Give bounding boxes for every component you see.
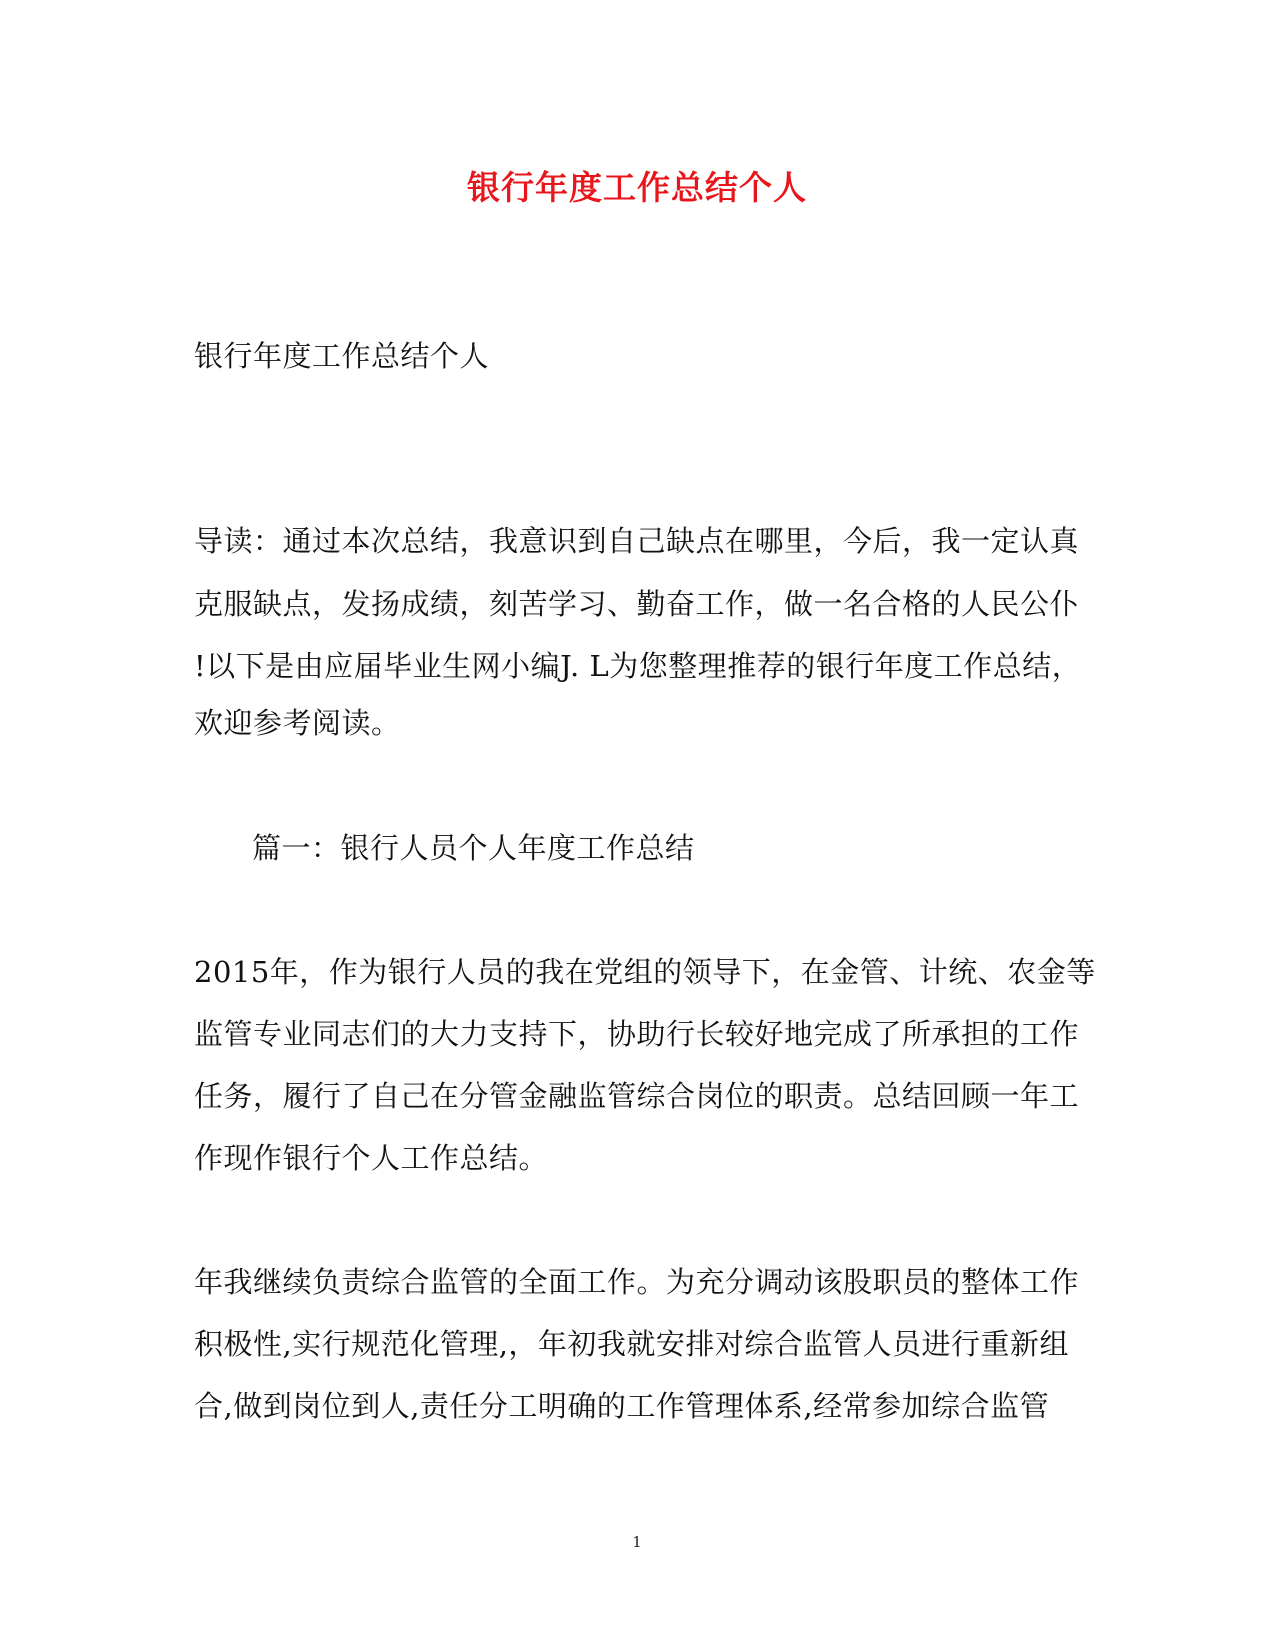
document-title: 银行年度工作总结个人 xyxy=(467,168,807,207)
paragraph-line: 合,做到岗位到人,责任分工明确的工作管理体系,经常参加综合监管 xyxy=(194,1389,1050,1423)
paragraph-line: 年我继续负责综合监管的全面工作。为充分调动该股职员的整体工作 xyxy=(194,1265,1080,1299)
paragraph-line: 监管专业同志们的大力支持下，协助行长较好地完成了所承担的工作 xyxy=(194,1017,1080,1051)
intro-line: 导读：通过本次总结，我意识到自己缺点在哪里，今后，我一定认真 xyxy=(194,524,1080,558)
intro-line: 克服缺点，发扬成绩，刻苦学习、勤奋工作，做一名合格的人民公仆 xyxy=(194,587,1080,621)
intro-line: !以下是由应届毕业生网小编J. L为您整理推荐的银行年度工作总结， xyxy=(194,649,1082,683)
paragraph-line: 2015年，作为银行人员的我在党组的领导下，在金管、计统、农金等 xyxy=(194,955,1096,989)
paragraph-line: 任务，履行了自己在分管金融监管综合岗位的职责。总结回顾一年工 xyxy=(194,1079,1080,1113)
page-number: 1 xyxy=(632,1533,642,1551)
intro-line: 欢迎参考阅读。 xyxy=(194,706,401,740)
paragraph-line: 积极性,实行规范化管理,，年初我就安排对综合监管人员进行重新组 xyxy=(194,1327,1069,1361)
section-heading: 篇一：银行人员个人年度工作总结 xyxy=(252,831,695,865)
paragraph-line: 作现作银行个人工作总结。 xyxy=(194,1141,549,1175)
document-subtitle: 银行年度工作总结个人 xyxy=(194,339,490,373)
